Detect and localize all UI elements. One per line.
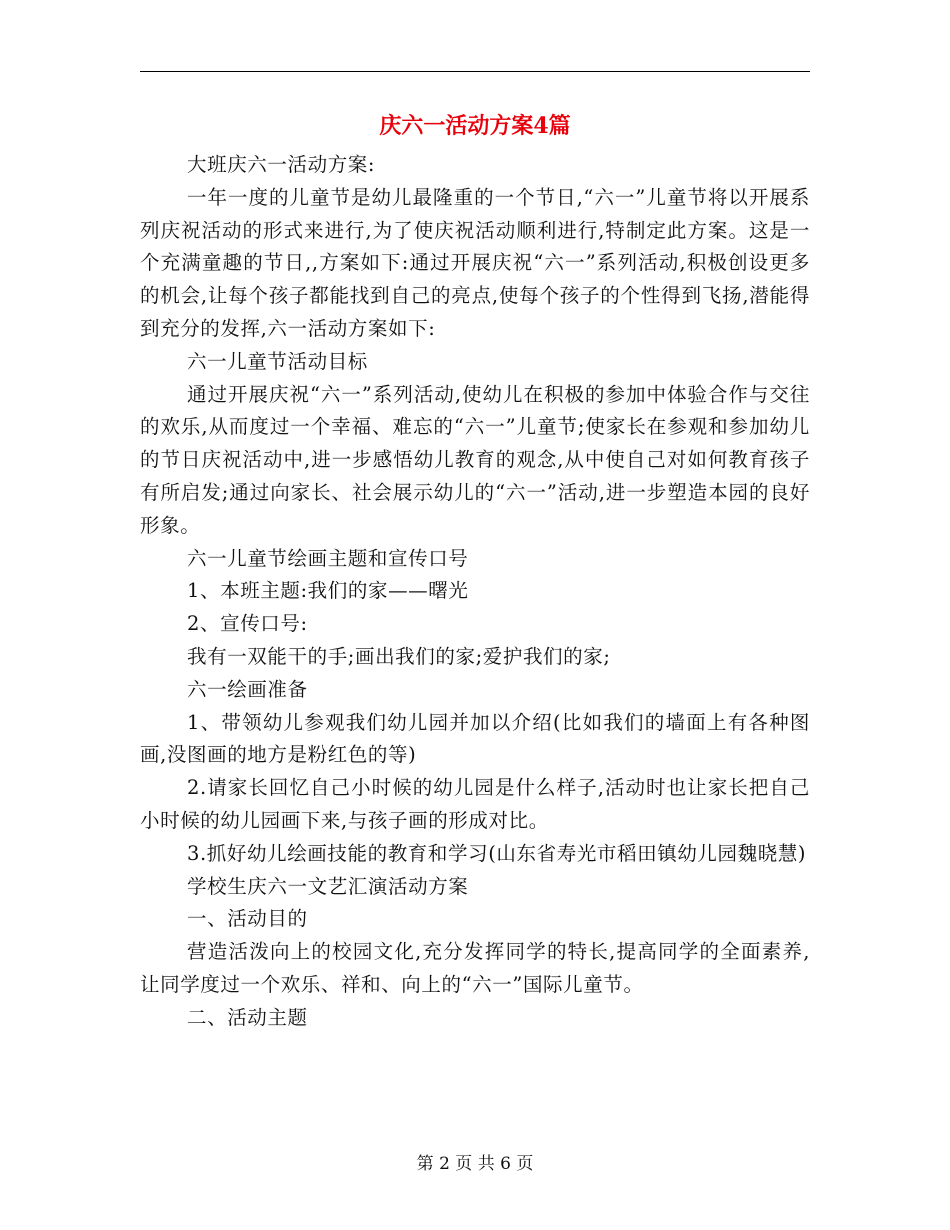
paragraph-prep-item-3: 3.抓好幼儿绘画技能的教育和学习(山东省寿光市稻田镇幼儿园魏晓慧) xyxy=(187,841,807,865)
paragraph-goals: 通过开展庆祝“六一”系列活动,使幼儿在积极的参加中体验合作与交往的欢乐,从而度过一个幸福、难忘的“六一”儿童节;使家长在参观和参加幼儿的节日庆祝活动中,进一步感悟幼儿教育的观念,从中使自己对如何教育孩子有所启发;通过向家长、社会展示幼儿的“六一”活动,进一步塑造本园的良好形象。 xyxy=(140,382,810,537)
paragraph-prep-item-1: 1、带领幼儿参观我们幼儿园并加以介绍(比如我们的墙面上有各种图画,没图画的地方是粉红色的等) xyxy=(140,710,810,767)
paragraph-theme-heading: 二、活动主题 xyxy=(187,1005,308,1029)
paragraph-goals-heading: 六一儿童节活动目标 xyxy=(187,349,368,373)
paragraph-class-theme: 1、本班主题:我们的家——曙光 xyxy=(187,579,469,603)
paragraph-introduction: 一年一度的儿童节是幼儿最隆重的一个节日,“六一”儿童节将以开展系列庆祝活动的形式来进行,为了使庆祝活动顺利进行,特制定此方案。这是一个充满童趣的节日,,方案如下:通过开展庆祝“六一”系列活动,积极创设更多的机会,让每个孩子都能找到自己的亮点,使每个孩子的个性得到飞扬,潜能得到充分的发挥,六一活动方案如下: xyxy=(140,185,810,340)
document-body xyxy=(140,149,810,1035)
page-number-footer: 第 2 页 共 6 页 xyxy=(416,1154,534,1174)
paragraph-slogan: 我有一双能干的手;画出我们的家;爱护我们的家; xyxy=(187,644,611,668)
document-title: 庆六一活动方案4篇 xyxy=(379,113,571,139)
header-rule xyxy=(140,71,810,72)
paragraph-performance-plan-heading: 学校生庆六一文艺汇演活动方案 xyxy=(187,874,469,898)
paragraph-drawing-theme-heading: 六一儿童节绘画主题和宣传口号 xyxy=(187,546,469,570)
paragraph-purpose: 营造活泼向上的校园文化,充分发挥同学的特长,提高同学的全面素养,让同学度过一个欢乐、祥和、向上的“六一”国际儿童节。 xyxy=(140,940,810,996)
paragraph-class-plan-heading: 大班庆六一活动方案: xyxy=(187,153,376,176)
paragraph-purpose-heading: 一、活动目的 xyxy=(187,907,308,931)
paragraph-prep-item-2: 2.请家长回忆自己小时候的幼儿园是什么样子,活动时也让家长把自己小时候的幼儿园画下来,与孩子画的形成对比。 xyxy=(140,776,810,832)
paragraph-drawing-prep-heading: 六一绘画准备 xyxy=(187,677,308,701)
paragraph-slogan-heading: 2、宣传口号: xyxy=(187,612,308,636)
